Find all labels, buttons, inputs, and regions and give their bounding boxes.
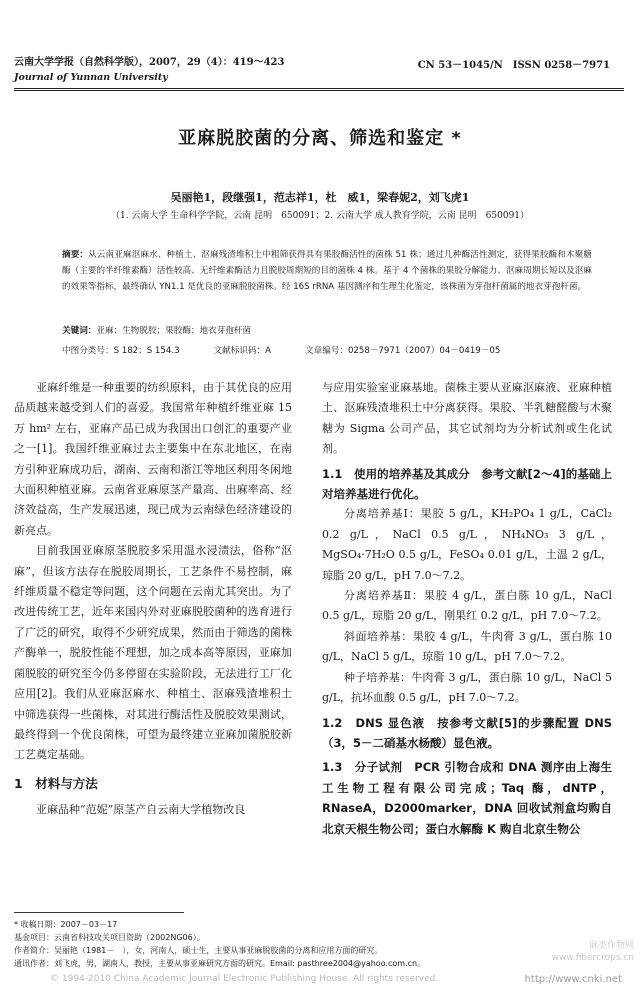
subsection-1-1: 1.1 使用的培养基及其成分 参考文献[2～4]的基础上对培养基进行优化。: [322, 466, 612, 502]
right-column: [322, 378, 612, 839]
journal-english-name: Journal of Yunnan University: [14, 72, 168, 83]
keywords-text: 亚麻；生物脱胶；果胶酶；地衣芽孢杆菌: [96, 326, 252, 336]
site-watermark: 麻类作物网 www.fibercrops.cn: [551, 941, 634, 963]
classification-line: [62, 344, 600, 356]
footnote-fund: 基金项目：云南省科技攻关项目资助（2002NG06）。: [14, 933, 205, 942]
keywords: [62, 324, 592, 336]
journal-citation: 云南大学学报（自然科学版），2007，29（4）：419～423: [14, 57, 285, 68]
footnote-author: 作者简介：吴丽艳（1981－ ），女，河南人，硕士生，主要从事亚麻脱胶菌的分离和应用方面的研究。: [14, 946, 383, 955]
header-rule: [14, 88, 624, 89]
affiliations: （1. 云南大学 生命科学学院，云南 昆明 650091；2. 云南大学 成人教育学院，云南 昆明 650091）: [110, 211, 530, 221]
left-column: [14, 378, 292, 821]
author-list: 吴丽艳1，段继强1，范志祥1，杜 威1，梁春妮2，刘飞虎1: [170, 191, 470, 204]
abstract-text: 从云南亚麻沤麻水、种植土、沤麻残渣堆积土中粗筛获得具有果胶酶活性的菌株 51 株；通过几种酶活性测定，获得果胶酶和木聚糖酶（主要的半纤维素酶）活性较高、无纤维素酶活力且脱胶周期短的目的菌株 4 株。基于 4 个菌株的果胶分解能力、沤麻周期长短以及沤麻的效果等指标，最终确认 YN1.1 是优良的亚麻脱胶菌株。经 16S rRNA 基因测序和生理生化鉴定，该株菌为芽孢杆菌属的地衣芽孢杆菌。: [62, 250, 592, 292]
cnki-link[interactable]: http://www.cnki.net: [524, 974, 622, 985]
header-rule-thin: [14, 90, 624, 91]
medium-isolation-1: 分离培养基Ⅰ：果胶 5 g/L，KH₂PO₄ 1 g/L，CaCl₂ 0.2 g/L，NaCl 0.5 g/L，NH₄NO₃ 3 g/L，MgSO₄·7H₂O 0.5 g/L，FeSO₄ 0.01 g/L，土温 2 g/L，琼脂 20 g/L，pH 7.0～7.2。: [322, 507, 612, 582]
medium-isolation-2: 分离培养基Ⅱ：果胶 4 g/L，蛋白胨 10 g/L，NaCl 0.5 g/L，琼脂 20 g/L，刚果红 0.2 g/L，pH 7.0～7.2。: [322, 589, 612, 623]
materials-continued: 与应用实验室亚麻基地。菌株主要从亚麻沤麻液、亚麻种植土、沤麻残渣堆积土中分离获得。果胶、半乳糖醛酸与木聚糖为 Sigma 公司产品，其它试剂均为分析试剂或生化试剂。: [322, 381, 612, 456]
subsection-1-2: 1.2 DNS 显色液 按参考文献[5]的步骤配置 DNS（3，5－二硝基水杨酸）显色液。: [322, 715, 612, 750]
medium-slant: 斜面培养基：果胶 4 g/L，牛肉膏 3 g/L，蛋白胨 10 g/L，NaCl 5 g/L，琼脂 10 g/L，pH 7.0～7.2。: [322, 629, 612, 664]
footnote-contact: 通讯作者：刘飞虎，男，湖南人，教授，主要从事亚麻研究方面的研究。Email: pasthree2004@yahoo.com.cn。: [14, 959, 426, 968]
footnotes: [14, 918, 610, 970]
keywords-label: 关键词：: [62, 326, 97, 336]
intro-paragraph-1: 亚麻纤维是一种重要的纺织原料，由于其优良的应用品质越来越受到人们的喜爱。我国常年种植纤维亚麻 15 万 hm² 左右，亚麻产品已成为我国出口创汇的重要产业之一[1]。我国纤维亚麻过去主要集中在东北地区，在南方引种亚麻成功后，湖南、云南和浙江等地区利用冬闲地大面积种植亚麻。云南省亚麻原茎产量高、出麻率高、经济效益高，生产发展迅速，现已成为云南绿色经济建设的新亮点。: [14, 381, 292, 537]
abstract: [62, 247, 592, 295]
document-code: 文献标识码：A: [213, 346, 271, 356]
subsection-1-3: 1.3 分子试剂 PCR 引物合成和 DNA 测序由上海生工生物工程有限公司完成；Taq 酶，dNTP，RNaseA，D2000marker，DNA 回收试剂盒均购自北京天根生物公司；蛋白水解酶 K 购自北京生物公: [322, 760, 612, 836]
medium-seed: 种子培养基：牛肉膏 3 g/L，蛋白胨 10 g/L，NaCl 5 g/L，抗坏血酸 0.5 g/L，pH 7.0～7.2。: [322, 670, 612, 705]
footnote-received: * 收稿日期：2007－03－17: [14, 920, 118, 929]
abstract-label: 摘要：: [62, 250, 89, 260]
issn-code: CN 53－1045/N ISSN 0258－7971: [417, 60, 610, 71]
intro-paragraph-2: 目前我国亚麻原茎脱胶多采用温水浸渍法，俗称“沤麻”，但该方法存在脱胶周期长，工艺条件不易控制，麻纤维质量不稳定等问题，这个问题在云南尤其突出。为了改进传统工艺，近年来国内外对亚麻脱胶菌种的选育进行了广泛的研究，取得不少研究成果，然而由于筛选的菌株产酶单一，脱胶性能不理想，加之成本高等原因，亚麻加菌脱胶的研究至今仍多停留在实验阶段，无法进行工厂化应用[2]。我们从亚麻沤麻水、种植土、沤麻残渣堆积土中筛选获得一些菌株，对其进行酶活性及脱胶效果测试，最终得到一个优良菌株，可望为最终建立亚麻加菌脱胶新工艺奠定基础。: [14, 544, 292, 762]
footnote-rule: [14, 912, 184, 913]
section-heading-materials: 1 材料与方法: [14, 775, 98, 791]
clc-number: 中图分类号：S 182；S 154.3: [62, 346, 180, 356]
materials-paragraph: 亚麻品种“范妮”原茎产自云南大学植物改良: [36, 803, 246, 817]
article-id: 文章编号：0258－7971（2007）04－0419－05: [305, 346, 501, 356]
copyright-notice: © 1994-2010 China Academic Journal Electronic Publishing House. All rights reserved.: [50, 974, 439, 984]
paper-title: 亚麻脱胶菌的分离、筛选和鉴定 *: [178, 128, 462, 149]
